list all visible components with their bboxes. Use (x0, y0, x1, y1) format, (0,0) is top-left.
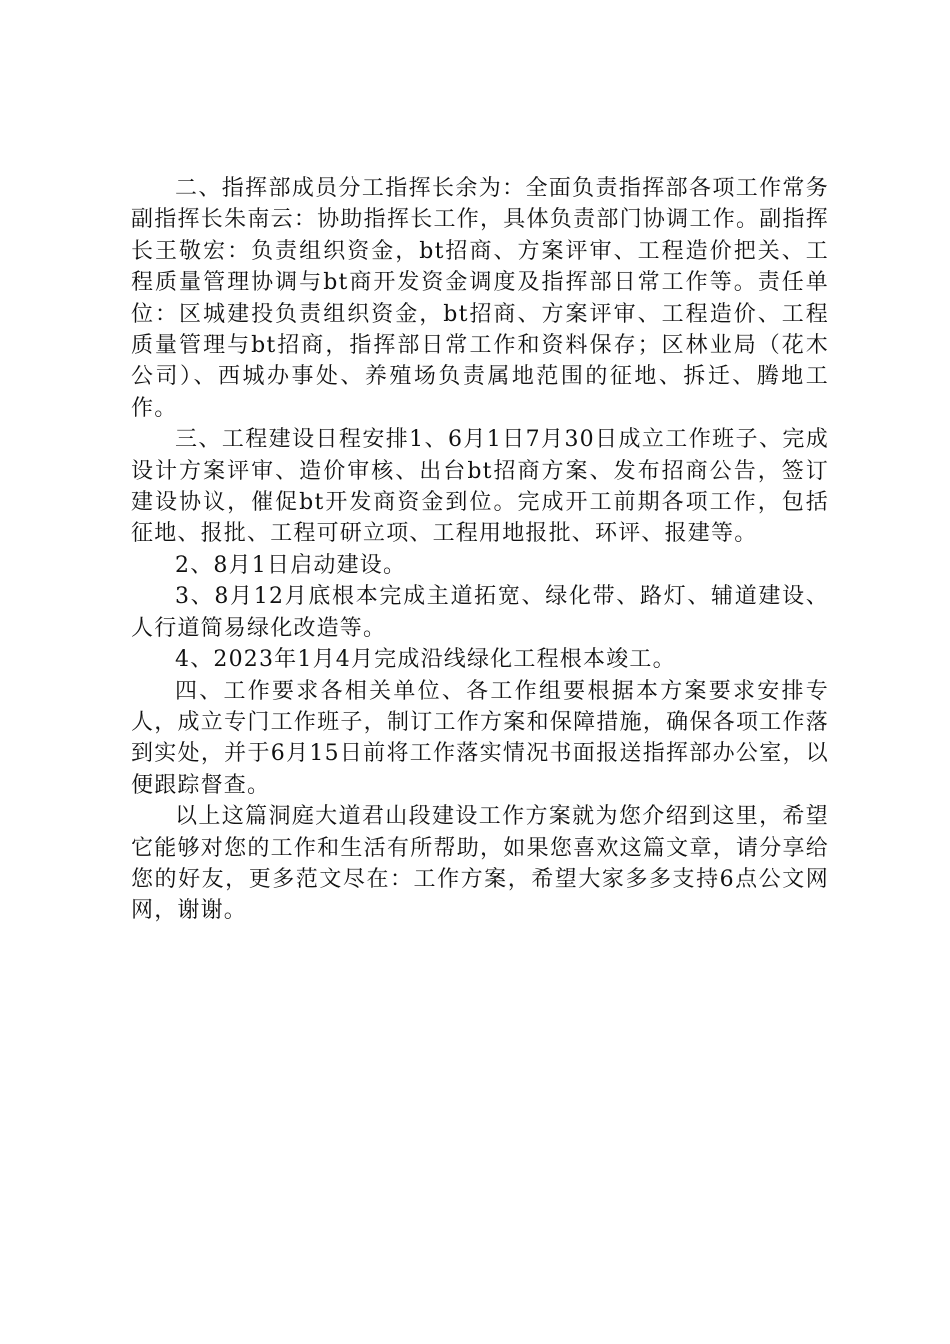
paragraph-schedule-step-4: 4、2023年1月4月完成沿线绿化工程根本竣工。 (175, 647, 676, 673)
paragraph-closing: 以上这篇洞庭大道君山段建设工作方案就为您介绍到这里，希望它能够对您的工作和生活有所帮助，如果您喜欢这篇文章，请分享给您的好友，更多范文尽在：工作方案，希望大家多多支持6点公文网网，谢谢。 (131, 804, 829, 924)
paragraph-schedule: 三、工程建设日程安排1、6月1日7月30日成立工作班子、完成设计方案评审、造价审核、出台bt招商方案、发布招商公告，签订建设协议，催促bt开发商资金到位。完成开工前期各项工作，包括征地、报批、工程可研立项、工程用地报批、环评、报建等。 (131, 427, 829, 547)
paragraph-schedule-step-2: 2、8月1日启动建设。 (175, 552, 407, 578)
document-body (131, 173, 829, 927)
paragraph-work-requirements: 四、工作要求各相关单位、各工作组要根据本方案要求安排专人，成立专门工作班子，制订工作方案和保障措施，确保各项工作落到实处，并于6月15日前将工作落实情况书面报送指挥部办公室，以便跟踪督查。 (131, 678, 829, 798)
paragraph-division-of-duties: 二、指挥部成员分工指挥长余为：全面负责指挥部各项工作常务副指挥长朱南云：协助指挥长工作，具体负责部门协调工作。副指挥长王敬宏：负责组织资金，bt招商、方案评审、工程造价把关、工程质量管理协调与bt商开发资金调度及指挥部日常工作等。责任单位：区城建投负责组织资金，bt招商、方案评审、工程造价、工程质量管理与bt招商，指挥部日常工作和资料保存；区林业局（花木公司）、西城办事处、养殖场负责属地范围的征地、拆迁、腾地工作。 (131, 176, 829, 421)
paragraph-schedule-step-3: 3、8月12月底根本完成主道拓宽、绿化带、路灯、辅道建设、人行道简易绿化改造等。 (131, 584, 829, 641)
